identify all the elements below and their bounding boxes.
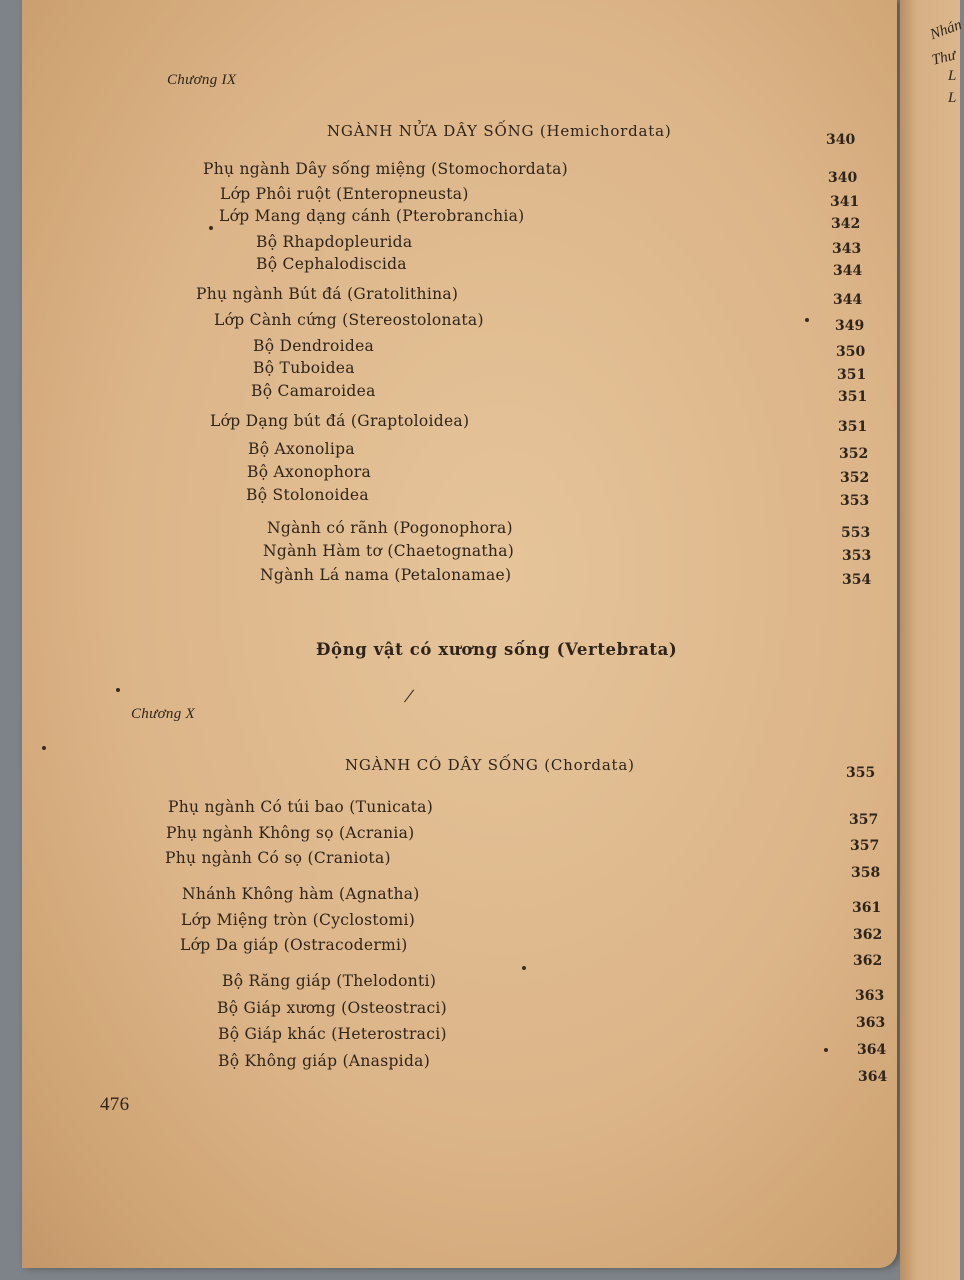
toc-entry-page: 361	[852, 900, 882, 916]
toc-entry-text: Bộ Tuboidea	[253, 359, 355, 377]
adjacent-page-text: Nhán	[928, 16, 964, 44]
adjacent-page-text: L	[948, 90, 957, 106]
toc-entry-page: 553	[841, 525, 871, 541]
toc-entry-page: 344	[833, 263, 863, 279]
toc-entry-text: Bộ Axonophora	[247, 463, 372, 481]
toc-entry-page: 352	[840, 470, 870, 486]
toc-entry-page: 343	[832, 241, 862, 257]
toc-entry-text: Lớp Phôi ruột (Enteropneusta)	[220, 185, 469, 203]
toc-entry-page: 353	[842, 548, 872, 564]
adjacent-page-text: L	[948, 68, 957, 84]
toc-entry-page: 341	[830, 194, 860, 210]
toc-entry-text: Phụ ngành Không sọ (Acrania)	[166, 824, 415, 842]
toc-entry-text: Lớp Dạng bút đá (Graptoloidea)	[210, 412, 470, 430]
toc-entry-page: 351	[838, 389, 868, 405]
pen-mark: /	[402, 682, 416, 709]
toc-entry-text: Bộ Camaroidea	[251, 382, 376, 400]
toc-entry-text: Phụ ngành Có túi bao (Tunicata)	[168, 798, 434, 816]
chapter-heading: Chương IX	[167, 72, 237, 88]
chapter-heading: Chương X	[131, 706, 196, 722]
paper-speck	[824, 1048, 828, 1052]
paper-speck	[209, 226, 213, 230]
toc-entry-text: Bộ Cephalodiscida	[256, 255, 407, 273]
toc-entry-page: 344	[833, 292, 863, 308]
toc-entry-text: Ngành Lá nama (Petalonamae)	[260, 566, 512, 584]
toc-entry-text: Phụ ngành Bút đá (Gratolithina)	[196, 285, 459, 303]
paper-speck	[805, 318, 809, 322]
toc-entry-page: 364	[858, 1069, 888, 1085]
toc-entry-text: Ngành có rãnh (Pogonophora)	[267, 519, 513, 537]
toc-entry-page: 353	[840, 493, 870, 509]
toc-entry-text: Bộ Giáp khác (Heterostraci)	[218, 1025, 447, 1043]
toc-entry-page: 357	[850, 838, 880, 854]
toc-entry-page: 351	[838, 419, 868, 435]
paper-speck	[116, 688, 120, 692]
toc-entry-page: 363	[855, 988, 885, 1004]
toc-entry-text: Ngành Hàm tơ (Chaetognatha)	[263, 542, 515, 560]
toc-entry-page: 352	[839, 446, 869, 462]
toc-entry-text: Nhánh Không hàm (Agnatha)	[182, 885, 420, 903]
toc-entry-page: 357	[849, 812, 879, 828]
toc-entry-page: 358	[851, 865, 881, 881]
toc-entry-text: Phụ ngành Dây sống miệng (Stomochordata)	[203, 160, 568, 178]
paper-speck	[42, 746, 46, 750]
toc-entry-text: NGÀNH CÓ DÂY SỐNG (Chordata)	[345, 756, 635, 774]
toc-entry-text: Lớp Cành cứng (Stereostolonata)	[214, 311, 484, 329]
toc-entry-text: Lớp Miệng tròn (Cyclostomi)	[181, 911, 416, 929]
toc-entry-text: Bộ Stolonoidea	[246, 486, 369, 504]
toc-entry-page: 351	[837, 367, 867, 383]
toc-entry-text: NGÀNH NỬA DÂY SỐNG (Hemichordata)	[327, 122, 672, 140]
part-heading: Động vật có xương sống (Vertebrata)	[316, 640, 678, 659]
toc-entry-page: 362	[853, 927, 883, 943]
adjacent-page-text: Thư	[930, 47, 958, 69]
toc-entry-text: Bộ Rhapdopleurida	[256, 233, 413, 251]
adjacent-page-edge	[900, 0, 964, 1280]
toc-entry-text: Bộ Giáp xương (Osteostraci)	[217, 999, 448, 1017]
toc-entry-text: Lớp Mang dạng cánh (Pterobranchia)	[219, 207, 525, 225]
toc-entry-page: 349	[835, 318, 865, 334]
toc-entry-page: 342	[831, 216, 861, 232]
toc-entry-page: 362	[853, 953, 883, 969]
page-number: 476	[100, 1094, 130, 1115]
toc-entry-text: Bộ Axonolipa	[248, 440, 355, 458]
paper-speck	[522, 966, 526, 970]
toc-entry-page: 355	[846, 765, 876, 781]
toc-entry-text: Phụ ngành Có sọ (Craniota)	[165, 849, 391, 867]
toc-entry-text: Bộ Răng giáp (Thelodonti)	[222, 972, 437, 990]
toc-entry-text: Lớp Da giáp (Ostracodermi)	[180, 936, 408, 954]
toc-entry-page: 363	[856, 1015, 886, 1031]
toc-entry-page: 350	[836, 344, 866, 360]
toc-entry-page: 340	[826, 132, 856, 148]
toc-entry-text: Bộ Dendroidea	[253, 337, 375, 355]
toc-entry-page: 354	[842, 572, 872, 588]
toc-entry-page: 364	[857, 1042, 887, 1058]
toc-entry-page: 340	[828, 170, 858, 186]
toc-entry-text: Bộ Không giáp (Anaspida)	[218, 1052, 431, 1070]
